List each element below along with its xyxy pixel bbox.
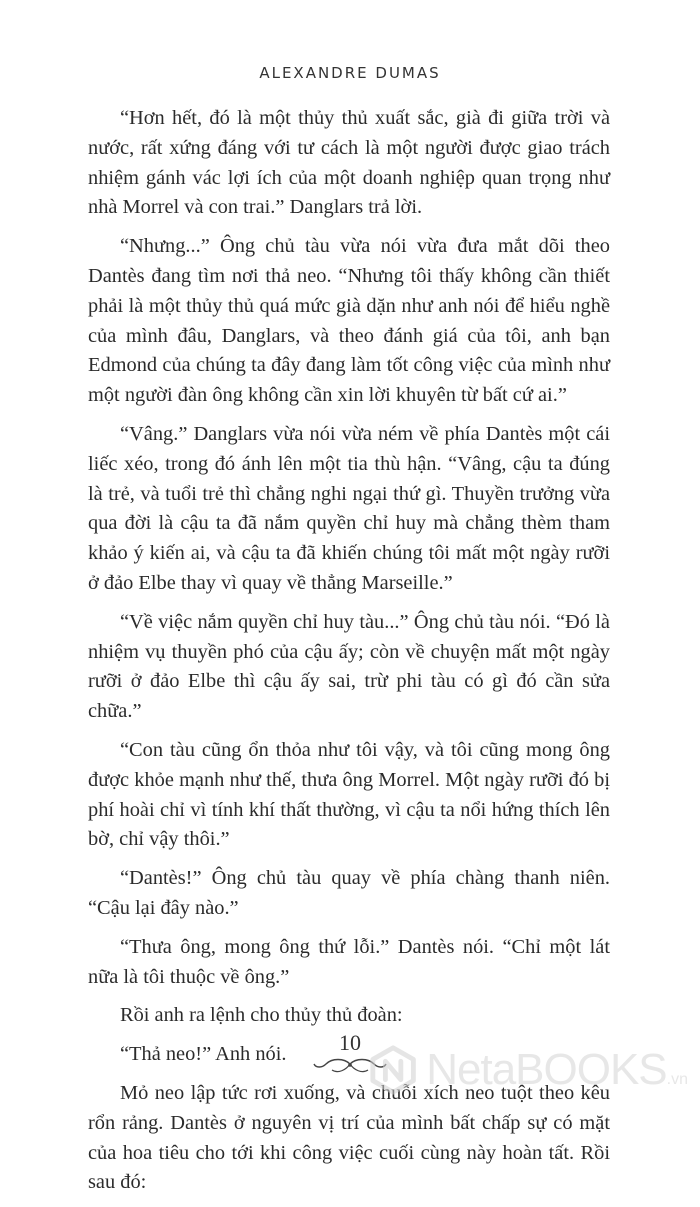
page-number: 10 (339, 1030, 361, 1055)
watermark-text (426, 1045, 688, 1095)
paragraph: Mỏ neo lập tức rơi xuống, và chuỗi xích neo tuột theo kêu rổn rảng. Dantès ở nguyên vị trí của mình bất chấp sự có mặt của hoa tiêu cho tới khi công việc cuối cùng này hoàn tất. Rồi sau đó: (88, 1081, 610, 1194)
watermark-brand: NetaBOOKS (426, 1045, 667, 1094)
paragraph: “Vâng.” Danglars vừa nói vừa ném về phía Dantès một cái liếc xéo, trong đó ánh lên một tia thù hận. “Vâng, cậu ta đúng là trẻ, và tuổi trẻ thì chẳng nghi ngại thứ gì. Thuyền trưởng vừa qua đời là cậu ta đã nắm quyền chỉ huy mà chẳng thèm tham khảo ý kiến ai, và cậu ta đã khiến chúng tôi mất một ngày rưỡi ở đảo Elbe thay vì quay về thẳng Marseille.” (88, 422, 610, 594)
paragraph: “Hơn hết, đó là một thủy thủ xuất sắc, già đi giữa trời và nước, rất xứng đáng với tư cách là một người được giao trách nhiệm gánh vác lợi ích của một doanh nghiệp quan trọng như nhà Morrel và con trai.” Danglars trả lời. (88, 107, 610, 219)
paragraph: “Thả neo!” Anh nói. (120, 1043, 287, 1066)
paragraph: “Về việc nắm quyền chỉ huy tàu...” Ông chủ tàu nói. “Đó là nhiệm vụ thuyền phó của cậu ấy; còn về chuyện mất một ngày rưỡi ở đảo Elbe thì cậu ấy sai, trừ phi tàu có gì đó cần sửa chữa.” (88, 610, 610, 723)
paragraph: “Dantès!” Ông chủ tàu quay về phía chàng thanh niên. “Cậu lại đây nào.” (88, 867, 610, 919)
running-head: ALEXANDRE DUMAS (259, 64, 441, 82)
paragraph: “Nhưng...” Ông chủ tàu vừa nói vừa đưa mắt dõi theo Dantès đang tìm nơi thả neo. “Nhưng tôi thấy không cần thiết phải là một thủy thủ quá mức già dặn như anh nói để hiểu nghề của mình đâu, Danglars, và theo đánh giá của tôi, anh bạn Edmond của chúng ta đây đang làm tốt công việc của mình như một người đàn ông không cần xin lời khuyên từ bất cứ ai.” (88, 235, 610, 407)
paragraph: Rồi anh ra lệnh cho thủy thủ đoàn: (120, 1004, 403, 1027)
paragraph: “Con tàu cũng ổn thỏa như tôi vậy, và tôi cũng mong ông được khỏe mạnh như thế, thưa ông Morrel. Một ngày rưỡi đó bị phí hoài chỉ vì tính khí thất thường, vì cậu ta nổi hứng thích lên bờ, chỉ vậy thôi.” (88, 738, 610, 851)
watermark-suffix: .vn (666, 1071, 688, 1088)
netabooks-watermark (368, 1035, 688, 1105)
netabooks-logo-icon (368, 1044, 418, 1096)
paragraph: “Thưa ông, mong ông thứ lỗi.” Dantès nói. “Chỉ một lát nữa là tôi thuộc về ông.” (88, 935, 610, 988)
